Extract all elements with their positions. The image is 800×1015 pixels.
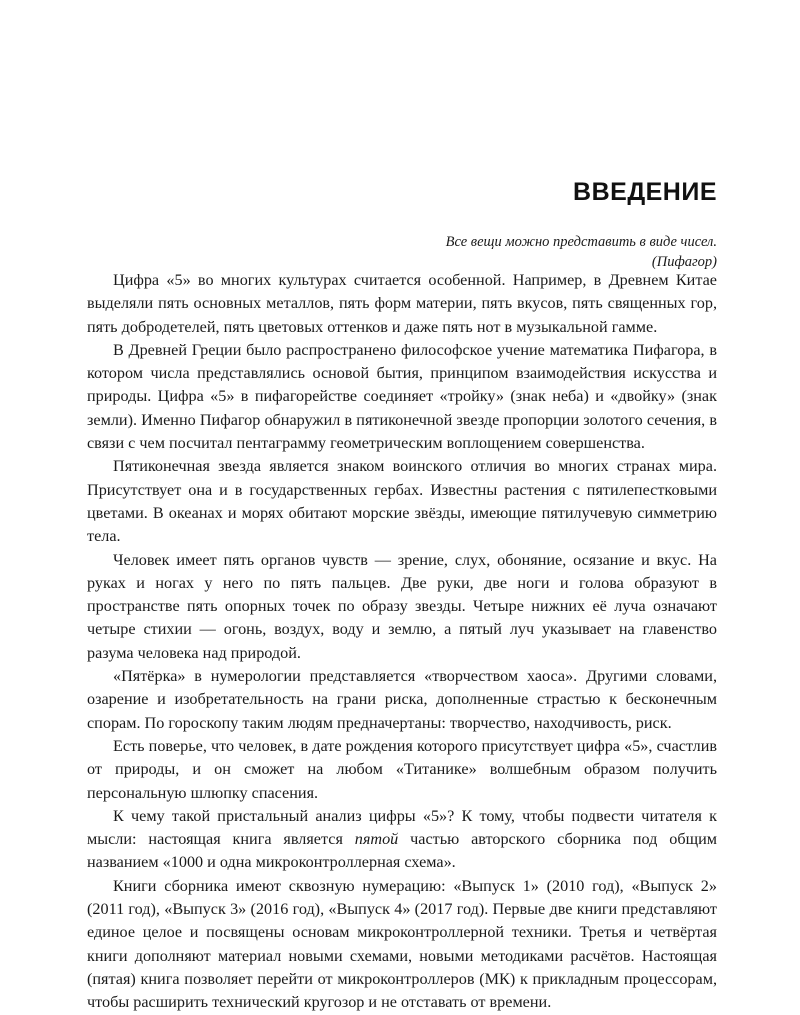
- epigraph-quote: Все вещи можно представить в виде чисел.: [445, 234, 717, 250]
- paragraph-series-numbering: Книги сборника имеют сквозную нумерацию: «Выпуск 1» (2010 год), «Выпуск 2» (2011 год), «Выпуск 3» (2016 год), «Выпуск 4» (2017 год). Первые две книги представляют единое целое и посвящены основам микроконтроллерной техники. Третья и четвёртая книги дополняют материал новыми схемами, новыми методиками расчётов. Настоящая (пятая) книга позволяет перейти от микроконтроллеров (МК) к прикладным процессорам, чтобы расширить технический кругозор и не отставать от времени.: [87, 876, 717, 1012]
- paragraph-book-series: [87, 805, 717, 875]
- emphasis-fifth: пятой: [354, 830, 399, 849]
- paragraph-ancient-greece: В Древней Греции было распространено философское учение математика Пифагора, в котором числа представлялись основой бытия, принципом взаимодействия искусства и природы. Цифра «5» в пифагорействе соединяет «тройку» (знак неба) и «двойку» (знак земли). Именно Пифагор обнаружил в пятиконечной звезде пропорции золотого сечения, в связи с чем посчитал пентаграмму геометрическим воплощением совершенства.: [87, 340, 717, 453]
- chapter-title: ВВЕДЕНИЕ: [573, 178, 717, 206]
- epigraph-author: (Пифагор): [651, 254, 717, 270]
- paragraph-book-series-start: К чему такой пристальный анализ цифры «5»? К тому, чтобы подвести читателя к мысли: настоящая книга является: [87, 806, 717, 849]
- body-text: [87, 269, 717, 1015]
- paragraph-five-senses: Человек имеет пять органов чувств — зрение, слух, обоняние, осязание и вкус. На руках и ногах у него по пять пальцев. Две руки, две ноги и голова образуют в пространстве пять опорных точек по образу звезды. Четыре нижних её луча означают четыре стихии — огонь, воздух, воду и землю, а пятый луч указывает на главенство разума человека над природой.: [87, 550, 717, 662]
- epigraph: [446, 232, 717, 272]
- paragraph-five-pointed-star: Пятиконечная звезда является знаком воинского отличия во многих странах мира. Присутствует она и в государственных гербах. Известны растения с пятилепестковыми цветами. В океанах и морях обитают морские звёзды, имеющие пятилучевую симметрию тела.: [87, 457, 717, 546]
- paragraph-book-series-end: частью авторского сборника под общим названием «1000 и одна микроконтроллерная схема».: [87, 830, 717, 872]
- paragraph-belief: Есть поверье, что человек, в дате рождения которого присутствует цифра «5», счастлив от природы, и он сможет на любом «Титанике» волшебным образом получить персональную шлюпку спасения.: [87, 736, 717, 802]
- paragraph-five-in-cultures: Цифра «5» во многих культурах считается особенной. Например, в Древнем Китае выделяли пять основных металлов, пять форм материи, пять вкусов, пять священных гор, пять добродетелей, пять цветовых оттенков и даже пять нот в музыкальной гамме.: [87, 271, 717, 336]
- paragraph-numerology: «Пятёрка» в нумерологии представляется «творчеством хаоса». Другими словами, озарение и изобретательность на грани риска, дополненные страстью к бесконечным спорам. По гороскопу таким людям предначертаны: творчество, находчивость, риск.: [87, 667, 717, 732]
- book-page: [87, 0, 717, 1012]
